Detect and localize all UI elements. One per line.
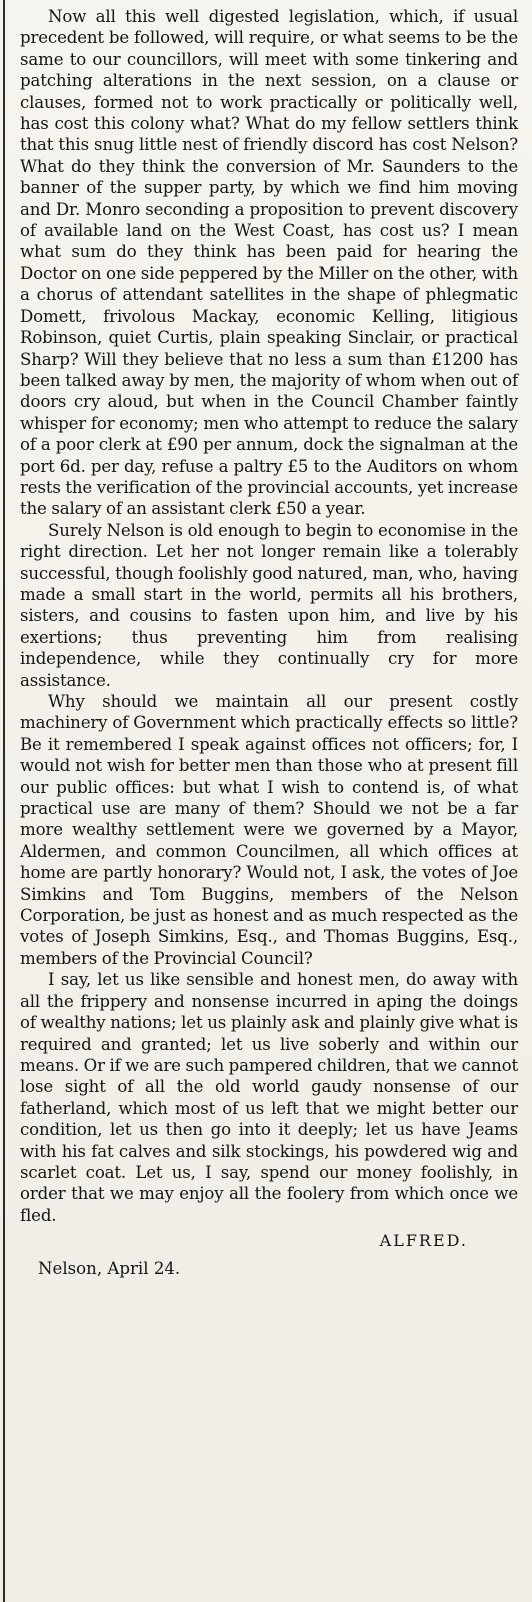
dateline: Nelson, April 24. <box>38 1259 181 1279</box>
paragraph-3: Why should we maintain all our present costly machinery of Government which practically effects so little? Be it remembered I speak against offices not officers; for, I would not wish for better men than those who at present fill our public offices: but what I wish to contend is, of what practical use are many of them? Should we not be a far more wealthy settlement were we governed by a Mayor, Aldermen, and common Councilmen, all which offices at home are partly honorary? Would not, I ask, the votes of Joe Simkins and Tom Buggins, members of the Nelson Corporation, be just as honest and as much respected as the votes of Joseph Simkins, Esq., and Thomas Buggins, Esq., members of the Provincial Council? <box>20 692 518 968</box>
paragraph-1: Now all this well digested legislation, which, if usual precedent be followed, will require, or what seems to be the same to our councillors, will meet with some tinkering and patching alterations in the next session, on a clause or clauses, formed not to work practically or politically well, has cost this colony what? What do my fellow settlers think that this snug little nest of friendly discord has cost Nelson? What do they think the conversion of Mr. Saunders to the banner of the supper party, by which we find him moving and Dr. Monro seconding a proposition to prevent discovery of available land on the West Coast, has cost us? I mean what sum do they think has been paid for hearing the Doctor on one side peppered by the Miller on the other, with a chorus of attendant satellites in the shape of phlegmatic Domett, frivolous Mackay, economic Kelling, litigious Robinson, quiet Curtis, plain speaking Sinclair, or practical Sharp? Will they believe that no less a sum than £1200 has been talked away by men, the majority of whom when out of doors cry aloud, but when in the Council Chamber faintly whisper for economy; men who attempt to reduce the salary of a poor clerk at £90 per annum, dock the signalman at the port 6d. per day, refuse a paltry £5 to the Auditors on whom rests the verification of the provincial accounts, yet increase the salary of an assistant clerk £50 a year. <box>20 7 518 519</box>
signature: ALFRED. <box>379 1231 468 1251</box>
letter-article <box>20 6 518 1280</box>
paragraph-2: Surely Nelson is old enough to begin to economise in the right direction. Let her not longer remain like a tolerably successful, though foolishly good natured, man, who, having made a small start in the world, permits all his brothers, sisters, and cousins to fasten upon him, and live by his exertions; thus preventing him from realising independence, while they continually cry for more assistance. <box>20 520 518 690</box>
column-rule <box>3 0 5 1602</box>
paragraph-4: I say, let us like sensible and honest men, do away with all the frippery and nonsense incurred in aping the doings of wealthy nations; let us plainly ask and plainly give what is required and granted; let us live soberly and within our means. Or if we are such pampered children, that we cannot lose sight of all the old world gaudy nonsense of our fatherland, which most of us left that we might better our condition, let us then go into it deeply; let us have Jeams with his fat calves and silk stockings, his powdered wig and scarlet coat. Let us, I say, spend our money foolishly, in order that we may enjoy all the foolery from which once we fled. <box>20 970 518 1225</box>
